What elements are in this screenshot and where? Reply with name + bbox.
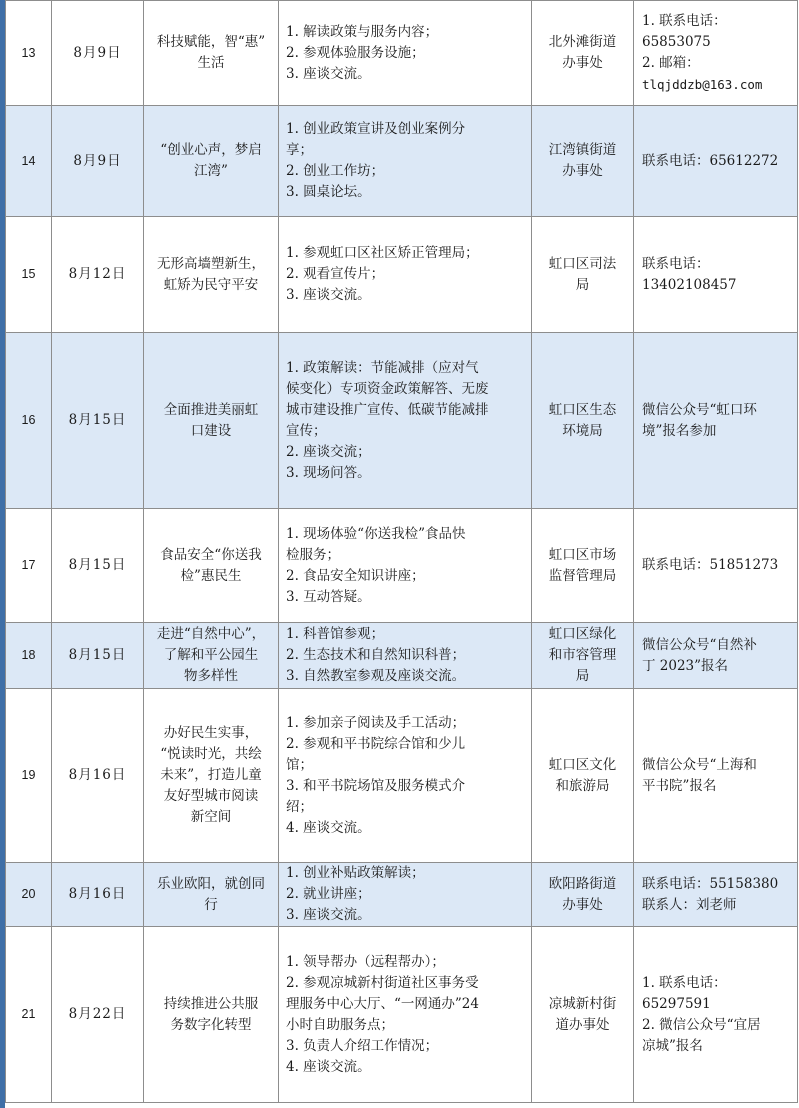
organizer	[532, 689, 634, 863]
organizer-line: 办事处	[562, 163, 603, 179]
event-content-line: 3. 自然教室参观及座谈交流。	[286, 668, 466, 684]
event-date: 8月15日	[52, 623, 144, 689]
contact-info-line: 凉城”报名	[642, 1037, 703, 1054]
table-row	[6, 863, 798, 927]
event-date: 8月12日	[52, 217, 144, 333]
event-content	[279, 927, 532, 1103]
organizer-line: 办事处	[562, 896, 603, 913]
organizer-line: 局	[575, 276, 590, 293]
event-theme-line: 未来”，打造儿童	[160, 767, 262, 783]
event-content-line: 1. 现场体验“你送我检”食品快	[286, 525, 466, 542]
row-number: 19	[6, 689, 52, 863]
event-theme-line: 持续推进公共服	[163, 995, 259, 1012]
event-date: 8月16日	[52, 863, 144, 927]
organizer-line: 凉城新村街	[548, 995, 617, 1012]
event-content-line: 3. 和平书院场馆及服务模式介	[286, 777, 466, 794]
table-row	[6, 1, 798, 106]
event-content	[279, 509, 532, 623]
event-content-line: 4. 座谈交流。	[286, 819, 371, 836]
event-theme	[144, 863, 279, 927]
event-content-line: 1. 创业政策宣讲及创业案例分	[286, 121, 466, 137]
contact-info-line: 联系人：刘老师	[642, 896, 737, 913]
event-content-line: 3. 负责人介绍工作情况；	[286, 1037, 439, 1054]
organizer-line: 北外滩街道	[548, 34, 617, 50]
event-content-line: 检服务；	[286, 546, 340, 563]
contact-info-line: tlqjddzb@163.com	[642, 77, 763, 92]
event-theme	[144, 509, 279, 623]
event-content	[279, 333, 532, 509]
table-row	[6, 217, 798, 333]
event-theme-line: 江湾”	[194, 163, 228, 179]
organizer-line: 和旅游局	[555, 777, 610, 794]
event-content-line: 2. 就业讲座；	[286, 886, 371, 902]
contact-info	[634, 689, 798, 863]
event-theme	[144, 217, 279, 333]
row-number: 17	[6, 509, 52, 623]
event-content-line: 2. 参观和平书院综合馆和少儿	[286, 735, 466, 752]
event-theme	[144, 333, 279, 509]
contact-info	[634, 623, 798, 689]
event-content-line: 2. 座谈交流；	[286, 443, 371, 460]
event-date: 8月15日	[52, 509, 144, 623]
organizer-line: 虹口区司法	[548, 255, 617, 272]
organizer	[532, 333, 634, 509]
event-theme-line: 乐业欧阳，就创同	[157, 875, 265, 892]
event-content-line: 理服务中心大厅、“一网通办”24	[286, 995, 479, 1012]
event-content	[279, 863, 532, 927]
contact-info-line: 1. 联系电话：	[642, 974, 727, 991]
event-content-line: 享；	[286, 142, 313, 158]
event-date: 8月16日	[52, 689, 144, 863]
activity-schedule-table	[5, 0, 798, 1103]
row-number: 13	[6, 1, 52, 106]
event-content-line: 1. 参观虹口区社区矫正管理局；	[286, 245, 479, 261]
organizer-line: 虹口区文化	[548, 756, 617, 773]
event-content-line: 1. 领导帮办（远程帮办）；	[286, 953, 445, 970]
event-theme	[144, 1, 279, 106]
row-number: 16	[6, 333, 52, 509]
organizer-line: 虹口区绿化	[548, 626, 617, 642]
event-theme-line: 了解和平公园生	[163, 647, 259, 663]
event-date: 8月22日	[52, 927, 144, 1103]
event-theme-line: 新空间	[190, 809, 232, 825]
event-content	[279, 689, 532, 863]
event-content-line: 1. 解读政策与服务内容；	[286, 23, 439, 40]
organizer	[532, 863, 634, 927]
contact-info-line: 微信公众号“虹口环	[642, 401, 757, 418]
contact-info-line: 微信公众号“自然补	[642, 636, 757, 653]
event-content-line: 城市建设推广宣传、低碳节能减排	[286, 401, 489, 418]
event-theme-line: 科技赋能，智“惠”	[156, 34, 266, 50]
event-theme-line: 虹矫为民守平安	[163, 276, 259, 293]
organizer-line: 虹口区市场	[548, 546, 617, 563]
organizer	[532, 927, 634, 1103]
contact-info-line: 联系电话：65612272	[642, 152, 779, 169]
contact-info	[634, 1, 798, 106]
event-content	[279, 217, 532, 333]
table-row	[6, 509, 798, 623]
event-theme	[144, 689, 279, 863]
event-theme	[144, 106, 279, 217]
organizer-line: 环境局	[562, 422, 603, 439]
table-row	[6, 927, 798, 1103]
organizer-line: 虹口区生态	[548, 401, 617, 418]
organizer-line: 局	[575, 668, 590, 684]
table-row	[6, 623, 798, 689]
table-row	[6, 689, 798, 863]
event-content-line: 候变化）专项资金政策解答、无废	[286, 380, 489, 397]
organizer-line: 和市容管理	[548, 647, 617, 663]
event-theme-line: 口建设	[190, 422, 232, 439]
contact-info-line: 联系电话：55158380	[642, 875, 779, 892]
event-content-line: 3. 圆桌论坛。	[286, 184, 371, 200]
event-content-line: 3. 互动答疑。	[286, 588, 371, 605]
contact-info-line: 13402108457	[642, 276, 737, 293]
contact-info-line: 2. 邮箱：	[642, 55, 700, 71]
event-content	[279, 623, 532, 689]
event-date: 8月15日	[52, 333, 144, 509]
event-content-line: 1. 科普馆参观；	[286, 626, 385, 642]
event-content-line: 2. 参观凉城新村街道社区事务受	[286, 974, 479, 991]
organizer	[532, 217, 634, 333]
contact-info-line: 联系电话：51851273	[642, 557, 779, 573]
contact-info	[634, 217, 798, 333]
event-content-line: 1. 创业补贴政策解读；	[286, 865, 425, 881]
organizer	[532, 623, 634, 689]
table-row	[6, 106, 798, 217]
event-content-line: 3. 座谈交流。	[286, 287, 371, 303]
event-content	[279, 1, 532, 106]
contact-info-line: 微信公众号“上海和	[642, 756, 757, 773]
row-number: 20	[6, 863, 52, 927]
row-number: 21	[6, 927, 52, 1103]
contact-info-line: 联系电话：	[642, 255, 710, 272]
event-theme-line: 办好民生实事，	[163, 725, 259, 741]
contact-info-line: 1. 联系电话：	[642, 13, 727, 29]
organizer-line: 监督管理局	[548, 567, 617, 584]
event-theme-line: 检”惠民生	[180, 567, 242, 584]
contact-info-line: 平书院”报名	[642, 777, 717, 794]
contact-info	[634, 927, 798, 1103]
event-theme-line: “创业心声，梦启	[160, 142, 262, 158]
event-content-line: 3. 现场问答。	[286, 464, 371, 481]
event-content-line: 馆；	[286, 756, 313, 773]
organizer	[532, 106, 634, 217]
event-theme	[144, 623, 279, 689]
contact-info	[634, 509, 798, 623]
event-theme	[144, 927, 279, 1103]
event-content-line: 绍；	[286, 798, 313, 815]
organizer	[532, 1, 634, 106]
event-content-line: 3. 座谈交流。	[286, 65, 371, 82]
event-date: 8月9日	[52, 106, 144, 217]
event-date: 8月9日	[52, 1, 144, 106]
row-number: 15	[6, 217, 52, 333]
event-content-line: 2. 参观体验服务设施；	[286, 44, 425, 61]
contact-info-line: 2. 微信公众号“宜居	[642, 1016, 761, 1033]
event-content-line: 1. 政策解读：节能减排（应对气	[286, 359, 479, 376]
event-theme-line: 食品安全“你送我	[160, 546, 262, 563]
organizer	[532, 509, 634, 623]
event-content-line: 1. 参加亲子阅读及手工活动；	[286, 714, 466, 731]
event-theme-line: “悦读时光，共绘	[160, 746, 262, 762]
event-content-line: 2. 生态技术和自然知识科普；	[286, 647, 466, 663]
event-content-line: 2. 观看宣传片；	[286, 266, 385, 282]
contact-info	[634, 106, 798, 217]
contact-info-line: 丁 2023”报名	[642, 657, 729, 674]
contact-info-line: 境”报名参加	[642, 422, 717, 439]
row-number: 14	[6, 106, 52, 217]
contact-info	[634, 863, 798, 927]
row-number: 18	[6, 623, 52, 689]
contact-info	[634, 333, 798, 509]
event-content-line: 2. 创业工作坊；	[286, 163, 385, 179]
organizer-line: 江湾镇街道	[548, 142, 617, 158]
event-theme-line: 无形高墙塑新生，	[157, 255, 265, 272]
event-content-line: 4. 座谈交流。	[286, 1058, 371, 1075]
event-theme-line: 全面推进美丽虹	[163, 401, 259, 418]
event-theme-line: 友好型城市阅读	[163, 788, 259, 804]
organizer-line: 办事处	[562, 55, 603, 71]
event-theme-line: 行	[204, 896, 218, 913]
event-content-line: 宣传；	[286, 422, 327, 439]
event-theme-line: 走进“自然中心”，	[156, 626, 266, 642]
event-content-line: 小时自助服务点；	[286, 1016, 394, 1033]
event-content	[279, 106, 532, 217]
event-content-line: 3. 座谈交流。	[286, 907, 371, 923]
event-theme-line: 务数字化转型	[170, 1016, 252, 1033]
event-theme-line: 物多样性	[184, 668, 238, 684]
table-row	[6, 333, 798, 509]
event-content-line: 2. 食品安全知识讲座；	[286, 567, 425, 584]
event-theme-line: 生活	[197, 55, 225, 71]
contact-info-line: 65853075	[642, 34, 711, 50]
contact-info-line: 65297591	[642, 995, 711, 1012]
organizer-line: 欧阳路街道	[548, 875, 617, 892]
organizer-line: 道办事处	[555, 1016, 610, 1033]
